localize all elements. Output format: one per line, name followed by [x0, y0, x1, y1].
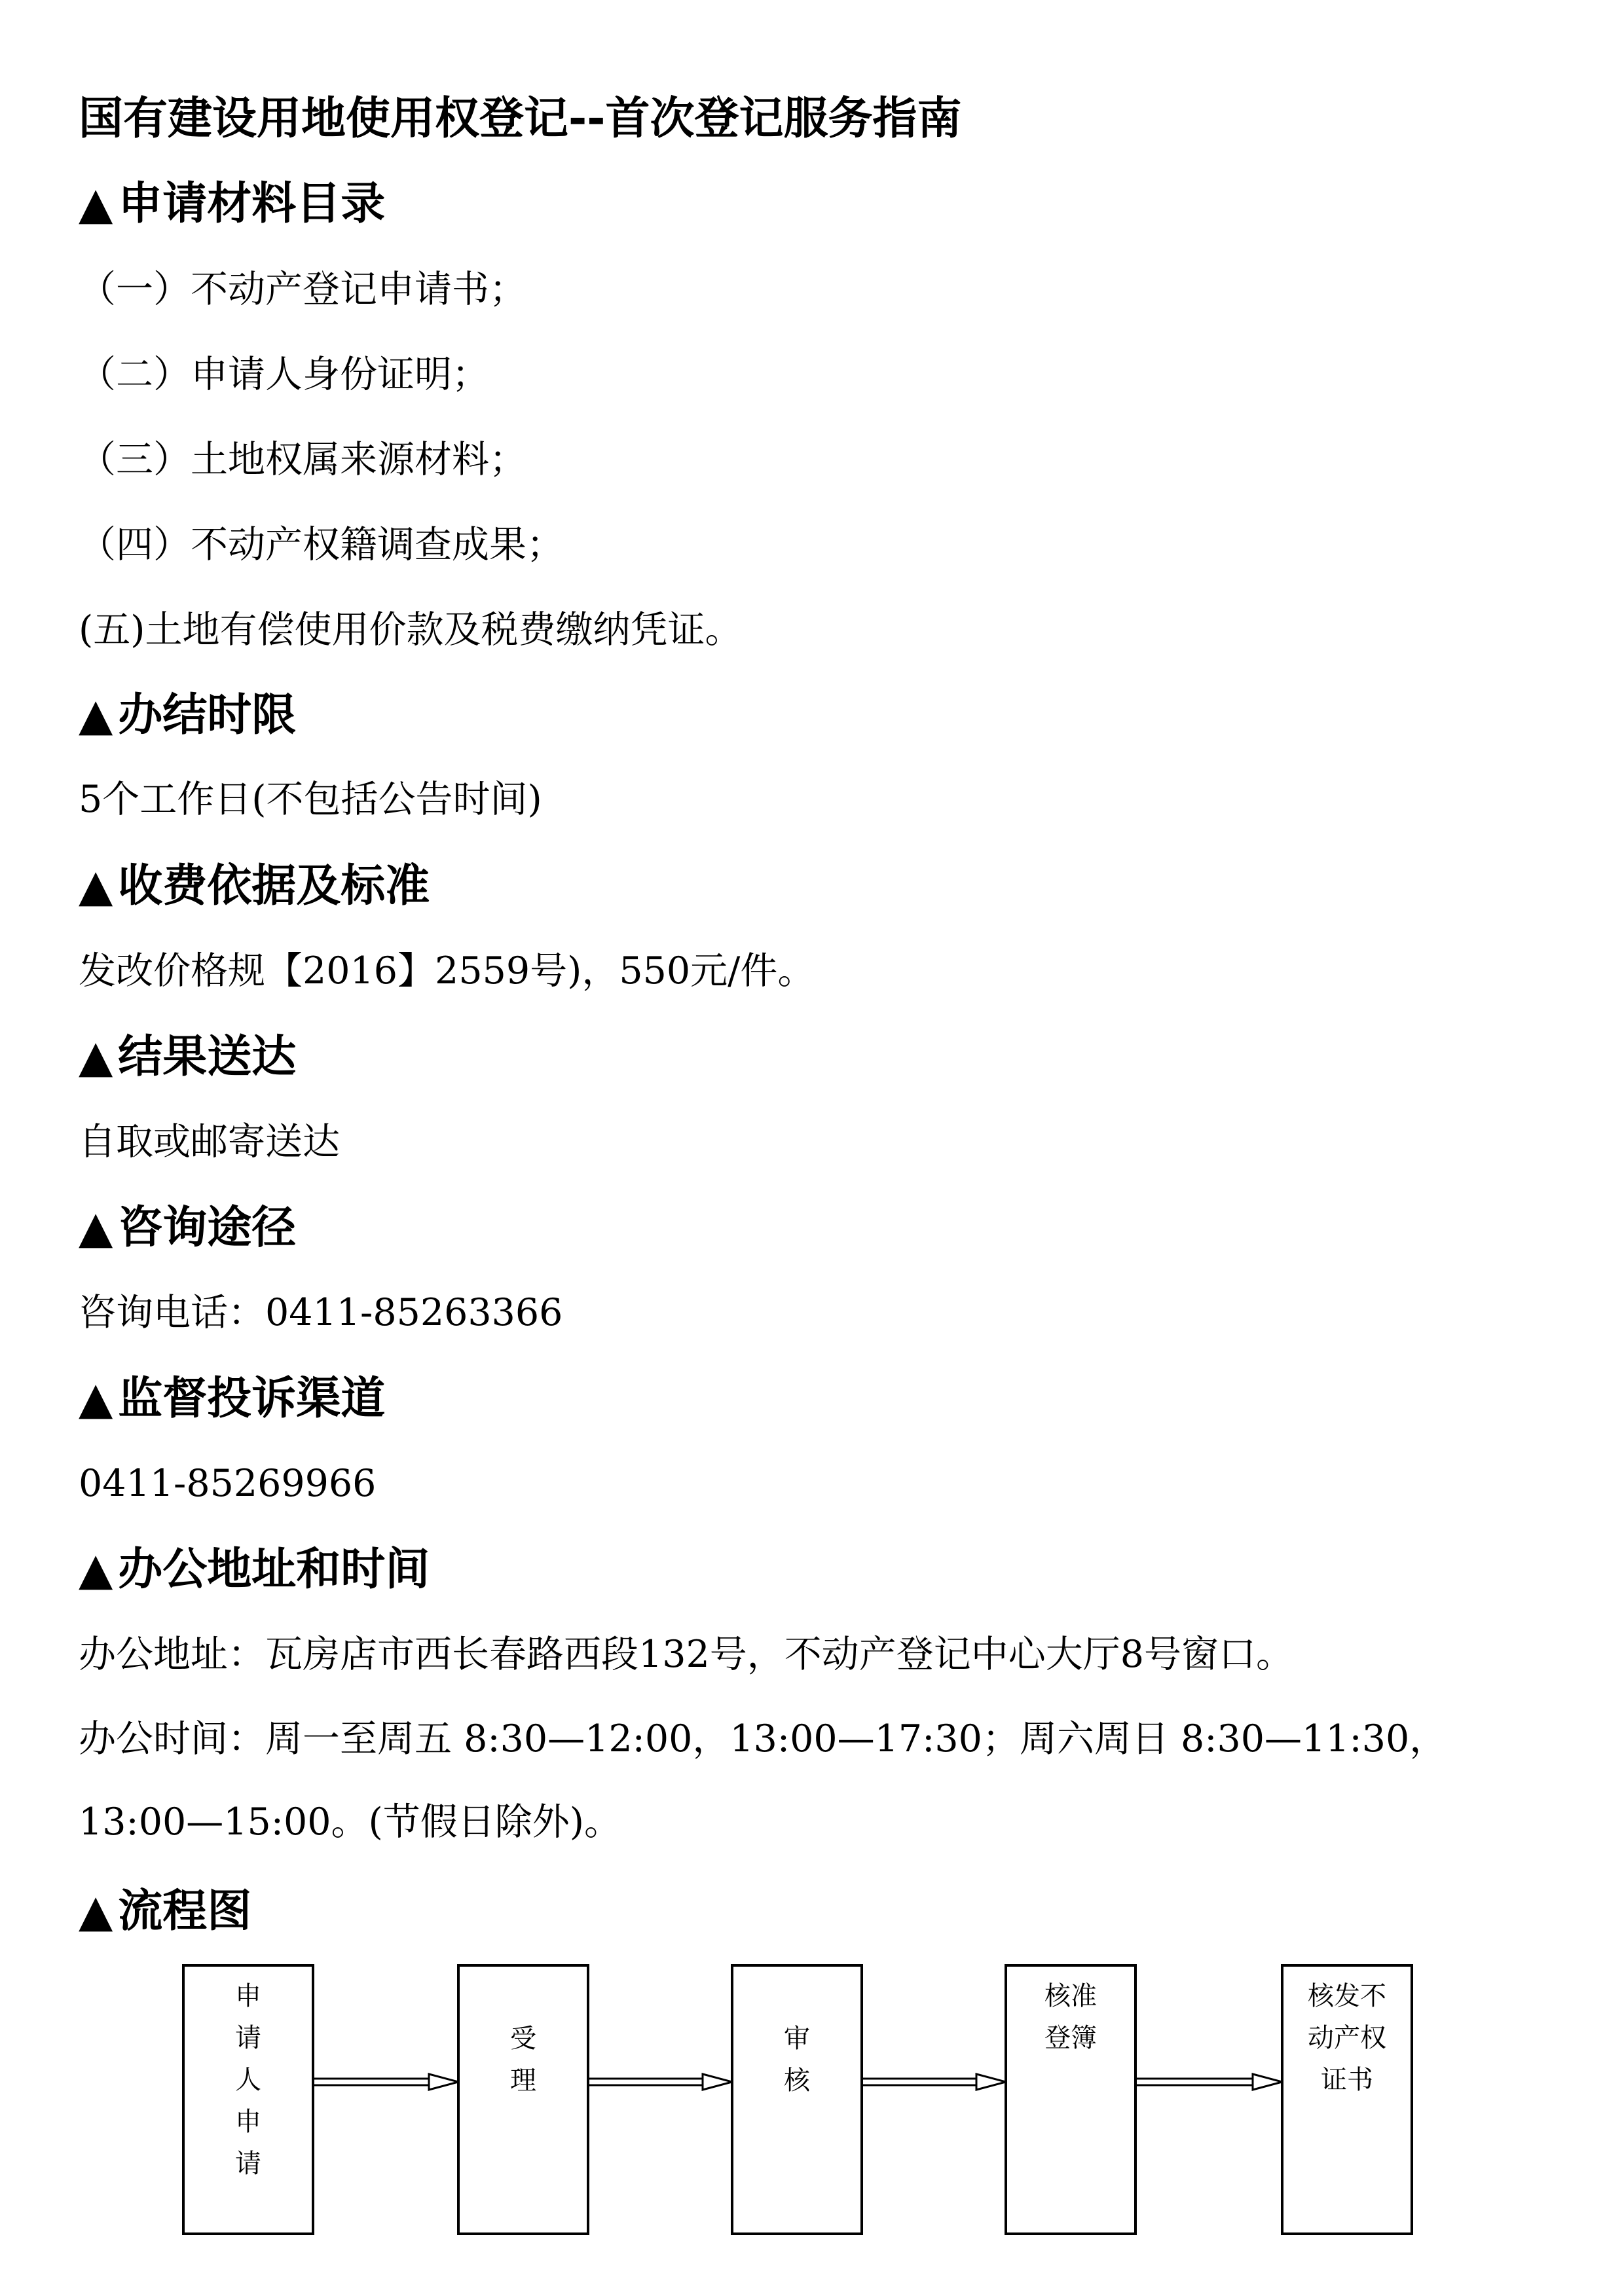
complaint-phone-text: 0411-85269966 [79, 1462, 377, 1505]
flow-step-label: 理 [510, 2066, 536, 2096]
flow-step-label: 请 [235, 2023, 261, 2053]
material-item: （三）土地权属来源材料； [79, 438, 526, 481]
section-heading-materials [79, 178, 386, 230]
flow-step-box [458, 1965, 588, 2234]
heading-text: 办结时限 [118, 689, 297, 741]
section-heading-office [79, 1544, 430, 1595]
heading-text: 收费依据及标准 [118, 860, 430, 912]
flow-arrow [862, 2074, 1006, 2090]
flow-arrow [588, 2074, 732, 2090]
flow-step-label: 登簿 [1044, 2023, 1097, 2053]
flow-step-label: 申 [235, 2107, 261, 2137]
page-title: 国有建设用地使用权登记--首次登记服务指南 [79, 93, 962, 145]
flow-step-label: 请 [235, 2149, 261, 2179]
section-heading-flowchart [79, 1886, 252, 1937]
triangle-icon: ▲ [79, 1886, 113, 1937]
office-hours-text: 办公时间：周一至周五 8:30—12:00，13:00—17:30；周六周日 8:30—11:30， [79, 1717, 1447, 1760]
triangle-icon: ▲ [79, 1202, 113, 1254]
triangle-icon: ▲ [79, 860, 113, 912]
triangle-icon: ▲ [79, 178, 113, 230]
heading-text: 结果送达 [118, 1031, 297, 1083]
process-flowchart [0, 1958, 1624, 2272]
heading-text: 办公地址和时间 [118, 1544, 430, 1595]
delivery-text: 自取或邮寄送达 [79, 1120, 340, 1163]
triangle-icon: ▲ [79, 1544, 113, 1595]
material-item: （四）不动产权籍调查成果； [79, 523, 564, 566]
heading-text: 咨询途径 [118, 1202, 297, 1254]
material-item: (五)土地有偿使用价款及税费缴纳凭证。 [79, 608, 743, 651]
flow-step-label: 核 [784, 2066, 810, 2096]
section-heading-fees [79, 860, 430, 912]
flow-arrow [1135, 2074, 1282, 2090]
heading-text: 流程图 [118, 1886, 252, 1937]
flow-step-label: 核发不 [1308, 1981, 1386, 2011]
office-hours-text-continued: 13:00—15:00。(节假日除外)。 [79, 1800, 622, 1844]
flow-step-label: 申 [235, 1981, 261, 2011]
fees-text: 发改价格规【2016】2559号)，550元/件。 [79, 949, 815, 993]
consult-phone-text: 咨询电话：0411-85263366 [79, 1291, 563, 1334]
section-heading-time-limit [79, 689, 297, 741]
heading-text: 监督投诉渠道 [118, 1373, 386, 1425]
section-heading-consult [79, 1202, 297, 1254]
section-heading-complaint [79, 1373, 386, 1425]
section-heading-delivery [79, 1031, 297, 1083]
flow-step-label: 受 [510, 2024, 536, 2054]
triangle-icon: ▲ [79, 1031, 113, 1083]
material-item: （二）申请人身份证明； [79, 353, 489, 396]
flow-arrow [313, 2074, 458, 2090]
material-item: （一）不动产登记申请书； [79, 268, 526, 311]
flow-step-label: 人 [235, 2065, 261, 2095]
flow-step-label: 证书 [1321, 2065, 1373, 2095]
time-limit-text: 5个工作日(不包括公告时间) [79, 778, 542, 821]
flow-step-label: 动产权 [1308, 2023, 1386, 2053]
flow-step-box [732, 1965, 862, 2234]
office-address-text: 办公地址：瓦房店市西长春路西段132号，不动产登记中心大厅8号窗口。 [79, 1633, 1294, 1676]
heading-text: 申请材料目录 [118, 178, 386, 230]
triangle-icon: ▲ [79, 1373, 113, 1425]
triangle-icon: ▲ [79, 689, 113, 741]
flow-step-label: 核准 [1044, 1981, 1097, 2011]
flow-step-label: 审 [784, 2024, 810, 2054]
